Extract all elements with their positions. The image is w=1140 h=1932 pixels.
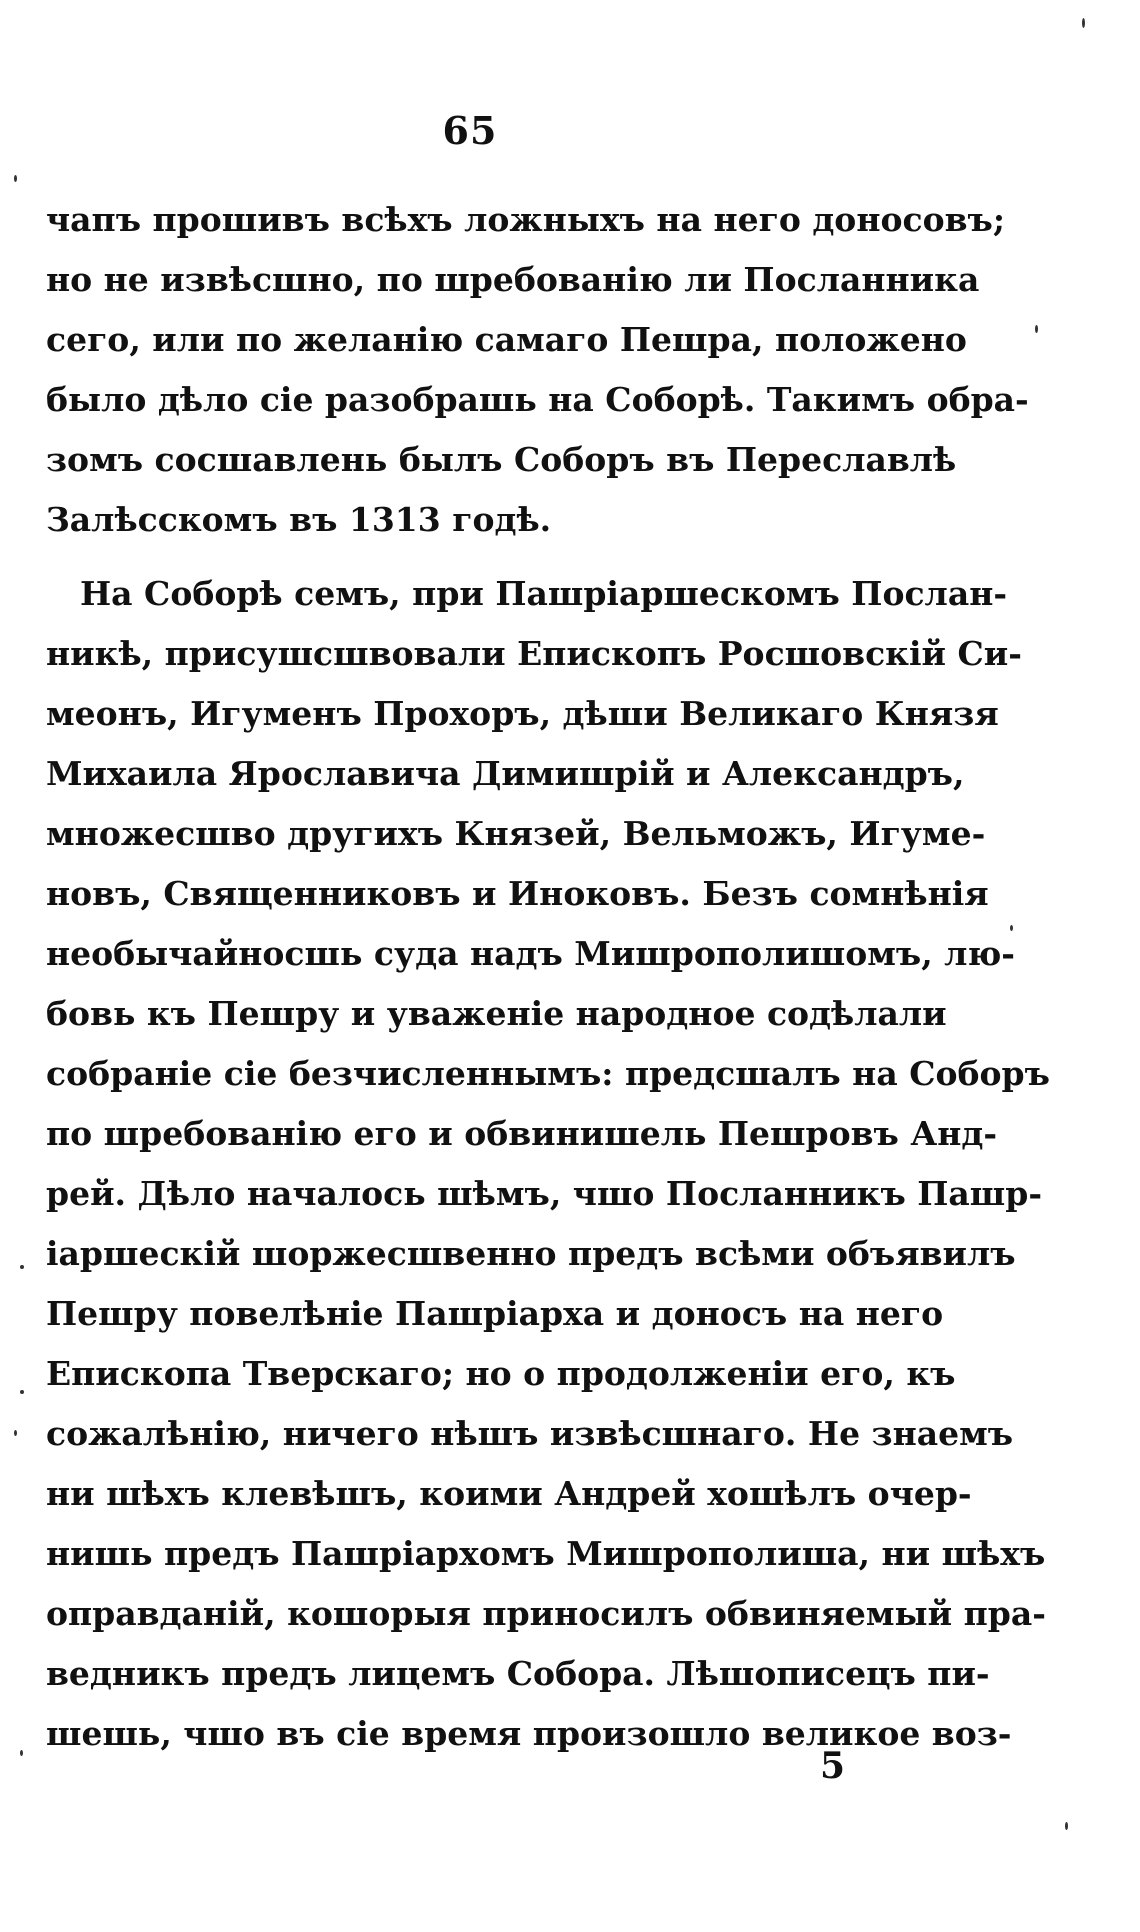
scan-speck	[1010, 925, 1013, 931]
text-line: На Соборѣ семъ, при Пашріаршескомъ Послан-	[80, 574, 1008, 613]
text-line: рей. Дѣло началось шѣмъ, чшо Посланникъ Пашр-	[46, 1174, 1043, 1213]
paragraph-1	[46, 190, 1029, 550]
page-number: 65	[442, 108, 498, 153]
text-line: бовь къ Пешру и уваженіе народное содѣлали	[46, 994, 947, 1033]
text-line: шешь, чшо въ сіе время произошло великое воз-	[46, 1714, 1012, 1753]
text-line: меонъ, Игуменъ Прохоръ, дѣши Великаго Князя	[46, 694, 999, 733]
text-line: Залѣсскомъ въ 1313 годѣ.	[46, 500, 552, 539]
paragraph-2	[46, 564, 1050, 1764]
paragraph-gap	[46, 550, 908, 564]
scan-speck	[1035, 325, 1038, 333]
text-line: по шребованію его и обвинишель Пешровъ Анд-	[46, 1114, 998, 1153]
scan-speck	[1065, 1822, 1068, 1830]
text-line: чапъ прошивъ всѣхъ ложныхъ на него доносовъ;	[46, 200, 1006, 239]
scan-speck	[20, 1750, 23, 1756]
text-line: сего, или по желанію самаго Пешра, положено	[46, 320, 967, 359]
text-line: ни шѣхъ клевѣшъ, коими Андрей хошѣлъ очер-	[46, 1474, 972, 1513]
text-line: сожалѣнію, ничего нѣшъ извѣсшнаго. Не знаемъ	[46, 1414, 1014, 1453]
text-line: оправданій, кошорыя приносилъ обвиняемый пра-	[46, 1594, 1046, 1633]
signature-mark: 5	[820, 1745, 846, 1787]
text-line: зомъ сосшавлень былъ Соборъ въ Переславлѣ	[46, 440, 957, 479]
text-line: іаршескій шоржесшвенно предъ всѣми объявилъ	[46, 1234, 1016, 1273]
text-line: множесшво другихъ Князей, Вельможъ, Игуме-	[46, 814, 986, 853]
scan-speck	[20, 1265, 24, 1269]
scan-speck	[14, 175, 17, 182]
text-line: новъ, Священниковъ и Иноковъ. Безъ сомнѣнія	[46, 874, 989, 913]
text-line: необычайносшь суда надъ Мишрополишомъ, лю-	[46, 934, 1015, 973]
scan-speck	[14, 1430, 17, 1436]
text-line: Епископа Тверскаго; но о продолженіи его, къ	[46, 1354, 956, 1393]
text-line: было дѣло сіе разобрашь на Соборѣ. Такимъ обра-	[46, 380, 1029, 419]
body-text	[46, 190, 1050, 1764]
text-line: Пешру повелѣніе Пашріарха и доносъ на него	[46, 1294, 944, 1333]
text-line: никѣ, присушсшвовали Епископъ Росшовскій Си-	[46, 634, 1022, 673]
scan-speck	[1082, 18, 1085, 28]
scan-speck	[20, 1390, 24, 1394]
text-line: ведникъ предъ лицемъ Собора. Лѣшописецъ пи-	[46, 1654, 990, 1693]
text-line: нишь предъ Пашріархомъ Мишрополиша, ни шѣхъ	[46, 1534, 1046, 1573]
text-line: собраніе сіе безчисленнымъ: предсшалъ на Соборъ	[46, 1054, 1050, 1093]
text-line: но не извѣсшно, по шребованію ли Посланника	[46, 260, 980, 299]
text-line: Михаила Ярославича Димишрій и Александръ,	[46, 754, 965, 793]
